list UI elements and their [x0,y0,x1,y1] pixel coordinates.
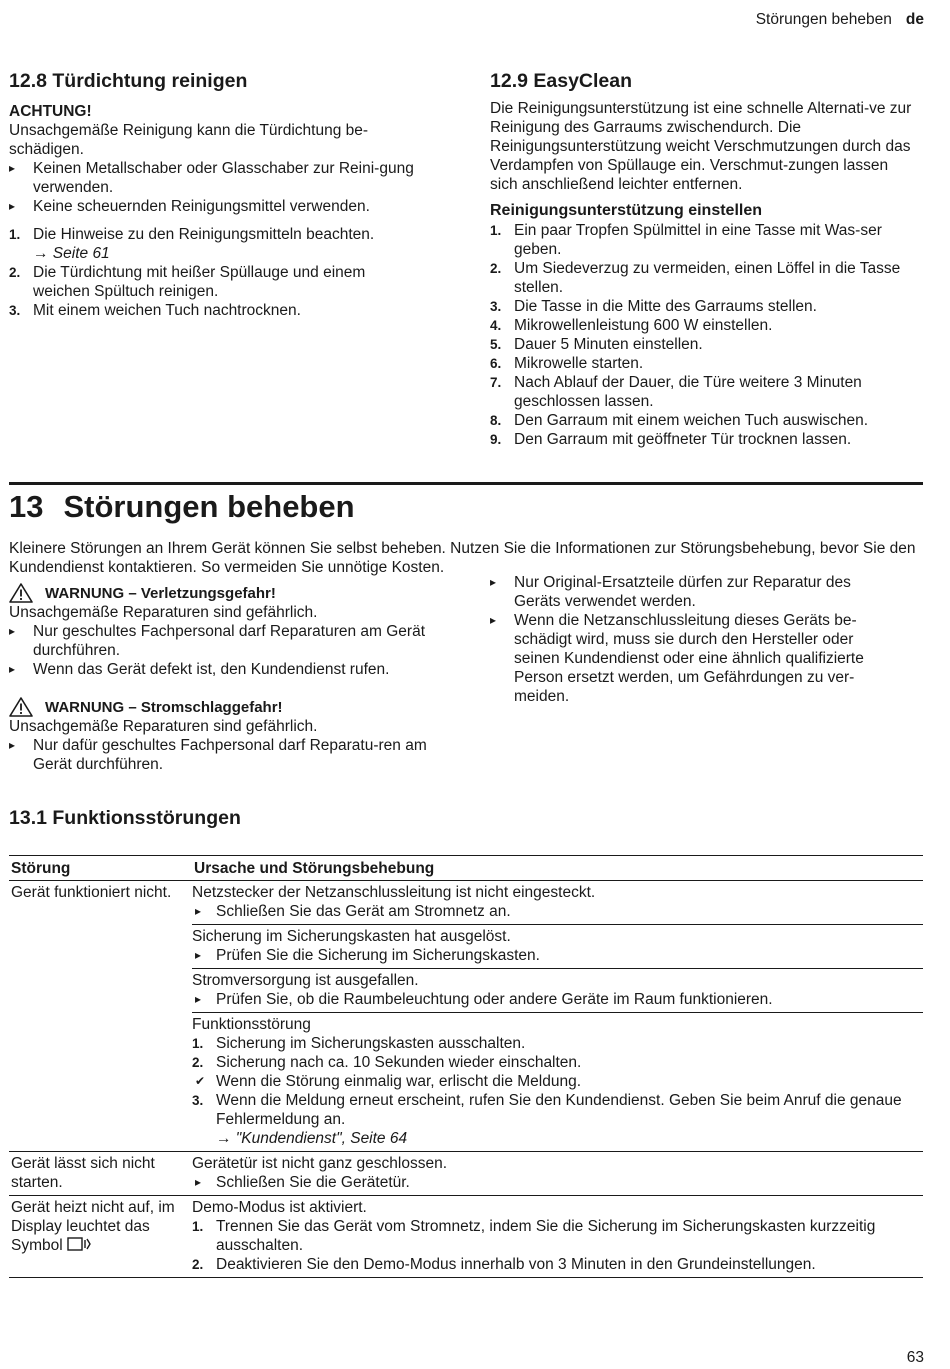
step-item: 3. Die Tasse in die Mitte des Garraums stellen. [490,298,817,315]
section-title: 12.8 Türdichtung reinigen [9,70,248,92]
triangle-bullet-icon: ▸ [9,161,16,175]
list-item: ▸ Nur Original-Ersatzteile dürfen zur Reparatur des Geräts verwendet werden. [490,574,851,610]
step-item: 3. Mit einem weichen Tuch nachtrocknen. [9,302,301,319]
triangle-bullet-icon: ▸ [490,575,497,589]
cause-text: Gerätetür ist nicht ganz geschlossen. [192,1155,448,1172]
chapter-number: 13 [9,489,44,524]
step-item: 5. Dauer 5 Minuten einstellen. [490,336,703,353]
step-item: 2. Die Türdichtung mit heißer Spüllauge und einem weichen Spültuch reinigen. [9,264,366,300]
warning-block-shock [9,697,439,774]
chapter-intro: Kleinere Störungen an Ihrem Gerät können Sie selbst beheben. Nutzen Sie die Informationen zur Störungsbehebung, bevor Sie den Kundendienst kontaktieren. So vermeiden Sie unnötige Kosten. [9,540,916,576]
table-row [9,1152,923,1196]
list-item: ✔ Wenn die Störung einmalig war, erlischt die Meldung. [195,1073,582,1090]
step-number: 1. [192,1036,204,1051]
header-section: Störungen beheben [755,11,892,28]
page-reference[interactable]: → Seite 61 [33,245,110,262]
cause-cell [192,1196,923,1278]
warning-text: Unsachgemäße Reparaturen sind gefährlich. [9,718,318,735]
section-12-9 [490,69,920,449]
triangle-bullet-icon: ▸ [195,992,202,1006]
right-warning-list [490,573,920,706]
step-item: 4. Mikrowellenleistung 600 W einstellen. [490,317,773,334]
cause-block [192,1152,923,1195]
cause-block [192,969,923,1013]
fault-table [9,855,923,1278]
page-number: 63 [906,1349,924,1366]
list-item: ▸ Keinen Metallschaber oder Glasschaber zur Reini-gung verwenden. [9,160,414,196]
chapter-name: Störungen beheben [63,489,355,524]
cause-text: Netzstecker der Netzanschlussleitung ist nicht eingesteckt. [192,884,596,901]
list-item: ▸ Prüfen Sie die Sicherung im Sicherungskasten. [195,947,540,964]
cause-cell [192,881,923,1152]
list-item: ▸ Schließen Sie die Gerätetür. [195,1174,410,1191]
col-cause-header: Ursache und Störungsbehebung [192,856,923,881]
intro-text: Die Reinigungsunterstützung ist eine schnelle Alternati-ve zur Reinigung des Garraums zwischendurch. Die Reinigungsunterstützung weicht Verschmutzungen durch das Verdampfen von Spüllauge ein. Verschmut-zungen lassen sich anschließend leichter entfernen. [490,100,912,193]
page-header [756,10,924,29]
cause-block [192,1196,923,1277]
step-number: 2. [192,1257,204,1272]
triangle-bullet-icon: ▸ [9,624,16,638]
triangle-bullet-icon: ▸ [9,199,16,213]
warning-text: Unsachgemäße Reparaturen sind gefährlich. [9,604,318,621]
triangle-bullet-icon: ▸ [195,1175,202,1189]
cause-text: Stromversorgung ist ausgefallen. [192,972,419,989]
step-item: 1. Ein paar Tropfen Spülmittel in eine Tasse mit Was-ser geben. [490,222,882,258]
cause-block [192,881,923,925]
cause-cell [192,1152,923,1196]
reference-line [192,1129,923,1148]
step-item: 9. Den Garraum mit geöffneter Tür trocknen lassen. [490,431,852,448]
step-item: 1. Trennen Sie das Gerät vom Stromnetz, indem Sie die Sicherung im Sicherungskasten kurzzeitig ausschalten. [192,1218,876,1254]
header-lang: de [905,11,924,28]
step-item: 7. Nach Ablauf der Dauer, die Türe weitere 3 Minuten geschlossen lassen. [490,374,862,410]
list-item: ▸ Nur dafür geschultes Fachpersonal darf Reparatu-ren am Gerät durchführen. [9,737,427,773]
step-item: 3. Wenn die Meldung erneut erscheint, rufen Sie den Kundendienst. Geben Sie beim Anruf die genaue Fehlermeldung an. [192,1092,902,1128]
chapter-rule [9,482,923,485]
page-reference[interactable]: → "Kundendienst", Seite 64 [216,1130,408,1147]
cause-text: Demo-Modus ist aktiviert. [192,1199,367,1216]
section-title: 12.9 EasyClean [490,70,633,92]
step-number: 1. [192,1219,204,1234]
cause-text: Funktionsstörung [192,1016,311,1033]
fault-cell: Gerät heizt nicht auf, im Display leuchtet das Symbol [9,1196,192,1278]
triangle-bullet-icon: ▸ [9,738,16,752]
list-item: ▸ Schließen Sie das Gerät am Stromnetz an. [195,903,511,920]
fault-cell: Gerät lässt sich nicht starten. [9,1152,192,1196]
subsection-title: Reinigungsunterstützung einstellen [490,202,763,219]
table-row [9,881,923,1152]
warning-triangle-icon [9,697,33,717]
fault-cell: Gerät funktioniert nicht. [9,881,192,1152]
triangle-bullet-icon: ▸ [195,948,202,962]
step-item: 2. Um Siedeverzug zu vermeiden, einen Löffel in die Tasse stellen. [490,260,901,296]
step-item: 1. Die Hinweise zu den Reinigungsmitteln beachten. → Seite 61 [9,226,375,262]
step-item: 2. Deaktivieren Sie den Demo-Modus innerhalb von 3 Minuten in den Grundeinstellungen. [192,1256,816,1273]
table-row [9,1196,923,1278]
list-item: ▸ Nur geschultes Fachpersonal darf Reparaturen am Gerät durchführen. [9,623,426,659]
step-item: 8. Den Garraum mit einem weichen Tuch auswischen. [490,412,869,429]
step-item: 1. Sicherung im Sicherungskasten ausschalten. [192,1035,526,1052]
chapter-title [9,489,355,525]
warning-heading: WARNUNG – Verletzungsgefahr! [9,583,439,603]
cause-block [192,1013,923,1151]
section-12-8 [9,69,439,320]
cause-block [192,925,923,969]
check-icon: ✔ [195,1074,206,1088]
section-title: 13.1 Funktionsstörungen [9,807,241,829]
step-item: 2. Sicherung nach ca. 10 Sekunden wieder einschalten. [192,1054,582,1071]
step-number: 2. [192,1055,204,1070]
list-item: ▸ Keine scheuernden Reinigungsmittel verwenden. [9,198,370,215]
step-number: 3. [192,1093,204,1108]
table-header-row [9,856,923,881]
warning-block-injury [9,583,439,679]
step-list [490,221,920,449]
attention-text: Unsachgemäße Reinigung kann die Türdichtung be-schädigen. [9,122,369,158]
cause-text: Sicherung im Sicherungskasten hat ausgelöst. [192,928,511,945]
list-item: ▸ Wenn das Gerät defekt ist, den Kundendienst rufen. [9,661,390,678]
attention-label: ACHTUNG! [9,103,92,120]
triangle-bullet-icon: ▸ [195,904,202,918]
triangle-bullet-icon: ▸ [490,613,497,627]
triangle-bullet-icon: ▸ [9,662,16,676]
demo-mode-icon [67,1236,93,1252]
step-item: 6. Mikrowelle starten. [490,355,644,372]
warning-heading: WARNUNG – Stromschlaggefahr! [9,697,439,717]
list-item: ▸ Prüfen Sie, ob die Raumbeleuchtung oder andere Geräte im Raum funktionieren. [195,991,773,1008]
col-fault-header: Störung [9,856,192,881]
list-item: ▸ Wenn die Netzanschlussleitung dieses Geräts be-schädigt wird, muss sie durch den Hersteller oder seinen Kundendienst oder eine ähnlich qualifizierte Person ersetzt werden, um Gefährdungen zu ver-meiden. [490,612,864,705]
warning-triangle-icon [9,583,33,603]
